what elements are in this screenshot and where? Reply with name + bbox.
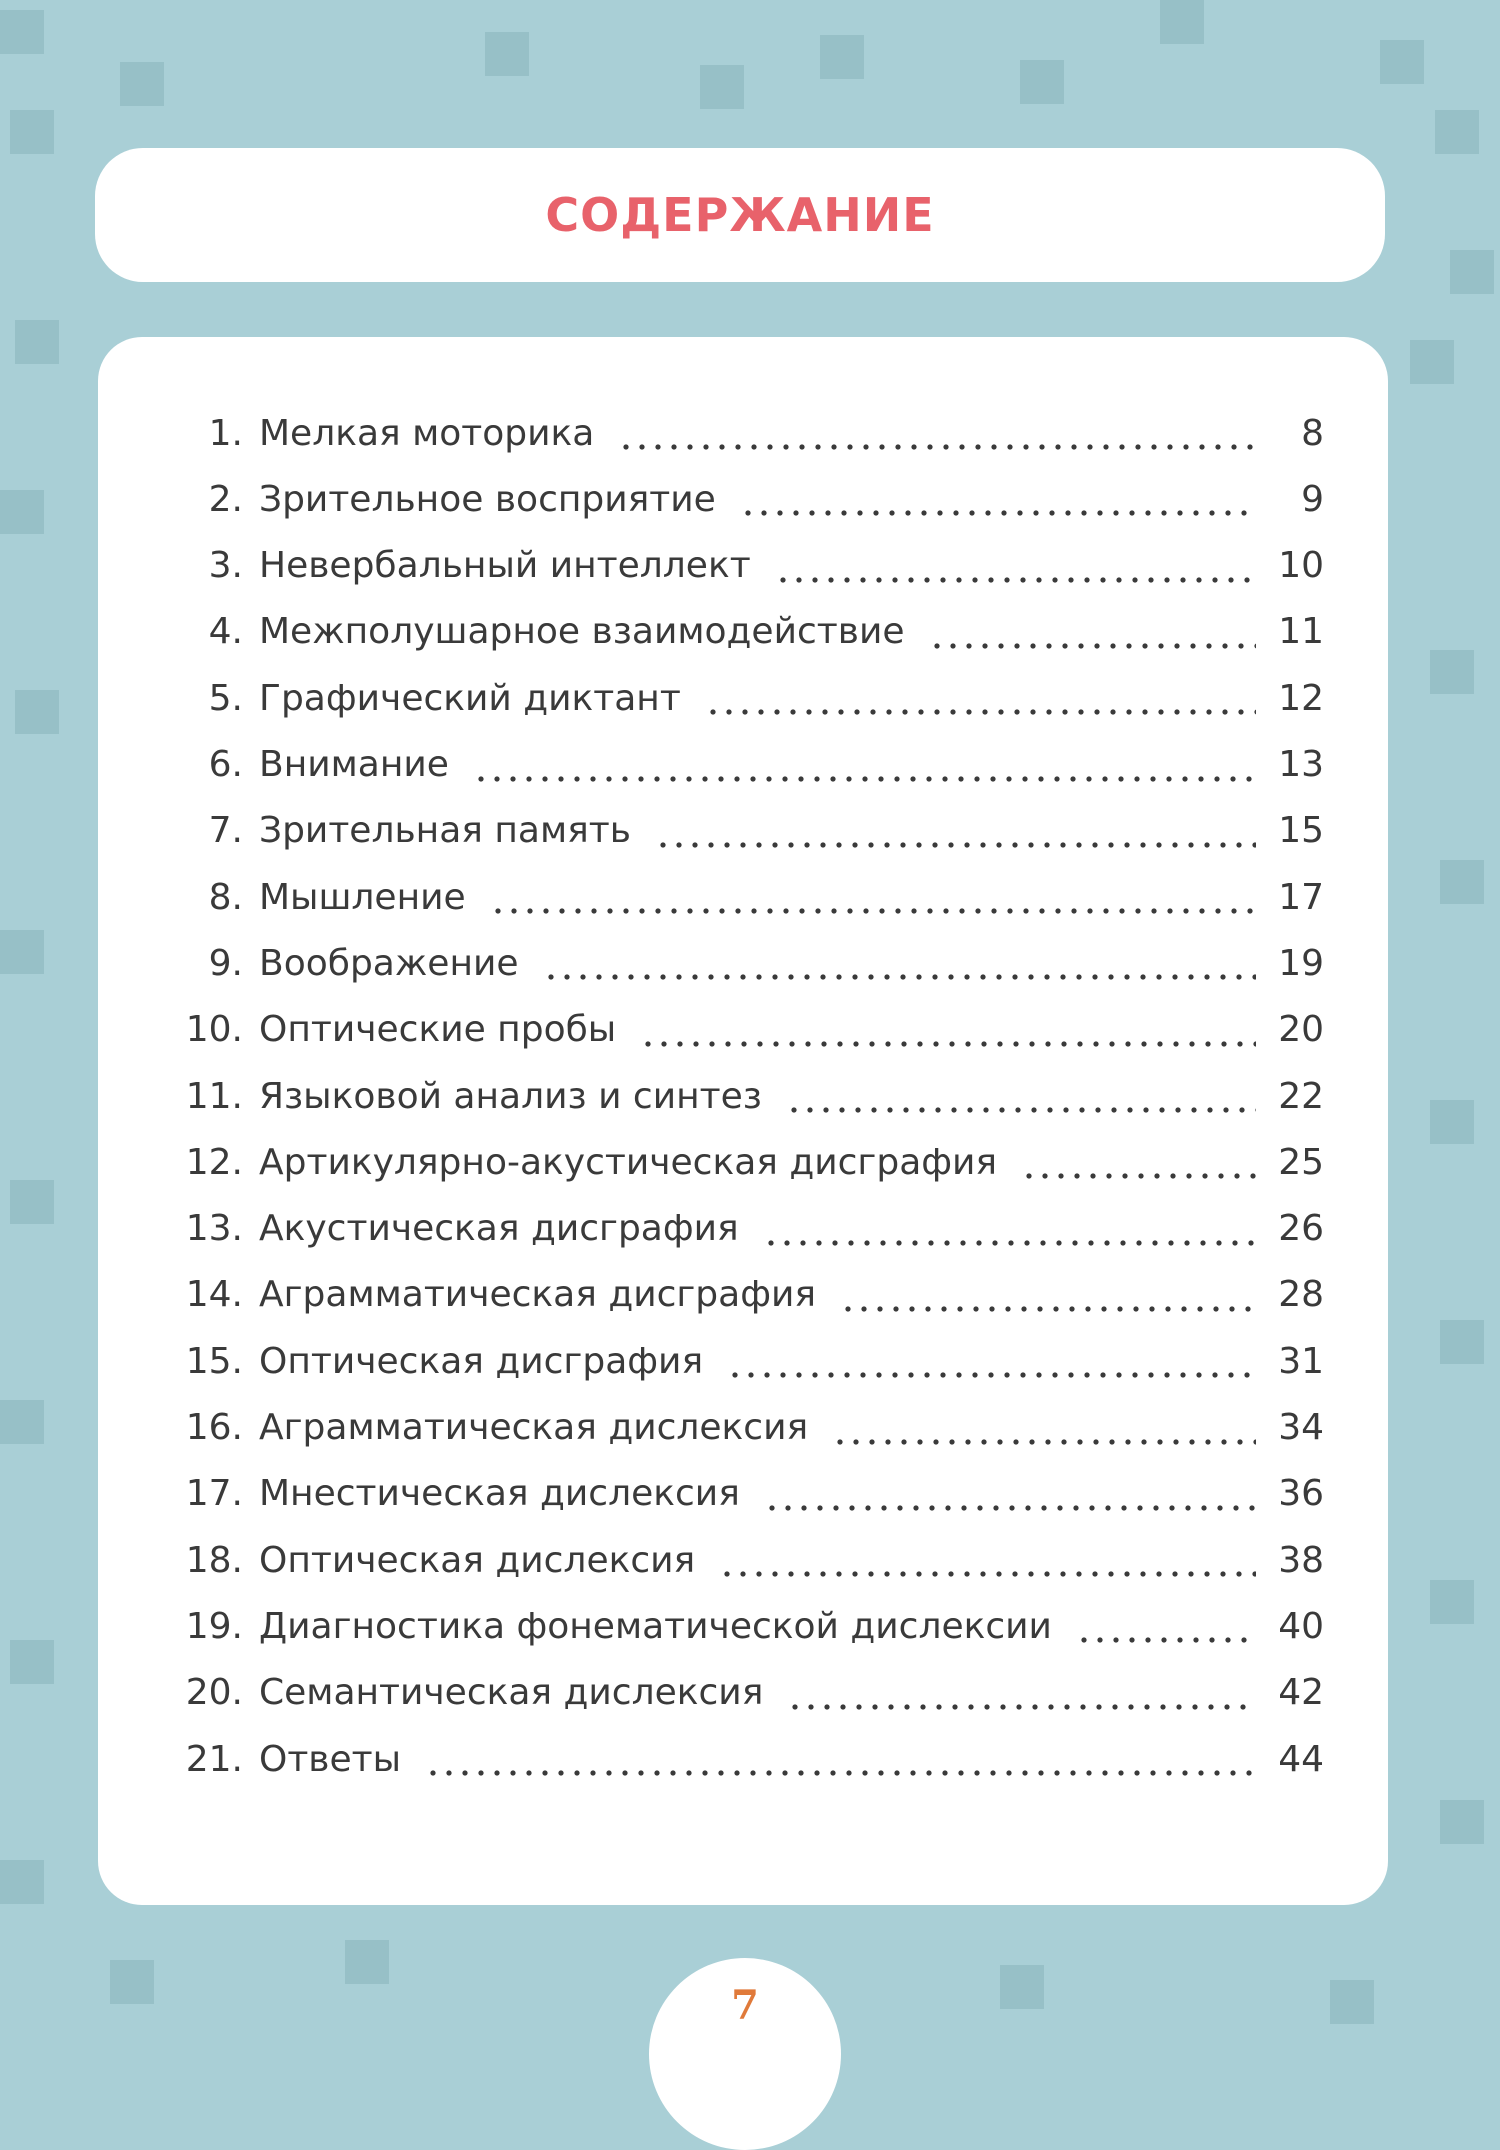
toc-leader-dots bbox=[832, 1398, 1256, 1458]
toc-entry-page: 19 bbox=[1278, 942, 1324, 984]
toc-entry-label: Мышление bbox=[259, 876, 466, 918]
toc-entry-number: 4. bbox=[208, 611, 243, 653]
toc-leader-dots bbox=[473, 735, 1256, 795]
toc-entry bbox=[98, 1398, 1388, 1458]
pattern-square bbox=[1160, 0, 1204, 44]
toc-entry bbox=[98, 1663, 1388, 1723]
toc-entry-page: 12 bbox=[1278, 677, 1324, 719]
pattern-square bbox=[1440, 1800, 1484, 1844]
toc-entry-page: 13 bbox=[1278, 744, 1324, 785]
toc-entry-label: Зрительное восприятие bbox=[259, 478, 716, 520]
pattern-square bbox=[820, 35, 864, 79]
pattern-square bbox=[0, 490, 44, 534]
toc-entry-page: 28 bbox=[1278, 1274, 1324, 1316]
toc-entry bbox=[98, 1132, 1388, 1192]
toc-entry-label: Диагностика фонематической дислексии bbox=[259, 1605, 1052, 1647]
toc-entry-page: 26 bbox=[1278, 1208, 1324, 1250]
pattern-square bbox=[1020, 60, 1064, 104]
toc-entry-label: Аграмматическая дислексия bbox=[259, 1407, 809, 1448]
toc-entry bbox=[98, 668, 1388, 728]
table-of-contents bbox=[98, 337, 1388, 1905]
toc-entry-number: 3. bbox=[208, 545, 243, 587]
toc-entry-number: 5. bbox=[208, 677, 243, 719]
pattern-square bbox=[345, 1940, 389, 1984]
toc-entry-page: 36 bbox=[1278, 1473, 1324, 1515]
pattern-square bbox=[700, 65, 744, 109]
toc-entry-page: 15 bbox=[1278, 810, 1324, 852]
toc-leader-dots bbox=[727, 1331, 1256, 1391]
page-title: СОДЕРЖАНИЕ bbox=[545, 188, 935, 242]
toc-entry bbox=[98, 1596, 1388, 1656]
toc-entry-page: 31 bbox=[1278, 1340, 1324, 1382]
pattern-square bbox=[10, 110, 54, 154]
toc-entry-label: Мелкая моторика bbox=[259, 412, 595, 454]
toc-leader-dots bbox=[763, 1199, 1256, 1259]
toc-entry-label: Невербальный интеллект bbox=[259, 545, 751, 587]
toc-entry bbox=[98, 1530, 1388, 1590]
toc-entry-label: Акустическая дисграфия bbox=[259, 1208, 739, 1250]
toc-leader-dots bbox=[543, 933, 1256, 993]
toc-entry bbox=[98, 735, 1388, 795]
pattern-square bbox=[120, 62, 164, 106]
toc-entry-label: Внимание bbox=[259, 744, 449, 785]
title-banner bbox=[95, 148, 1385, 282]
toc-entry bbox=[98, 602, 1388, 662]
toc-leader-dots bbox=[655, 801, 1256, 861]
pattern-square bbox=[1435, 110, 1479, 154]
toc-entry-label: Зрительная память bbox=[259, 810, 631, 852]
toc-entry-number: 2. bbox=[208, 478, 243, 520]
toc-entry-label: Мнестическая дислексия bbox=[259, 1473, 740, 1515]
toc-entry-label: Аграмматическая дисграфия bbox=[259, 1274, 817, 1316]
toc-entry bbox=[98, 469, 1388, 529]
toc-entry bbox=[98, 1199, 1388, 1259]
toc-entry-label: Оптические пробы bbox=[259, 1009, 617, 1051]
toc-entry-page: 25 bbox=[1278, 1141, 1324, 1183]
toc-entry-label: Артикулярно-акустическая дисграфия bbox=[259, 1141, 998, 1183]
toc-leader-dots bbox=[490, 867, 1256, 927]
toc-entry-number: 20. bbox=[185, 1672, 243, 1714]
toc-entry-label: Оптическая дислексия bbox=[259, 1539, 696, 1581]
page-number-badge bbox=[649, 1958, 841, 2150]
pattern-square bbox=[1430, 1580, 1474, 1624]
toc-leader-dots bbox=[705, 668, 1256, 728]
toc-entry-number: 7. bbox=[208, 810, 243, 852]
pattern-square bbox=[110, 1960, 154, 2004]
toc-entry-number: 13. bbox=[185, 1208, 243, 1250]
toc-entry-label: Языковой анализ и синтез bbox=[259, 1075, 762, 1117]
toc-entry-number: 6. bbox=[208, 744, 243, 785]
pattern-square bbox=[0, 930, 44, 974]
toc-entry-number: 19. bbox=[185, 1605, 243, 1647]
toc-entry-page: 38 bbox=[1278, 1539, 1324, 1581]
pattern-square bbox=[1380, 40, 1424, 84]
toc-entry bbox=[98, 1066, 1388, 1126]
toc-leader-dots bbox=[786, 1066, 1256, 1126]
toc-leader-dots bbox=[929, 602, 1257, 662]
toc-entry-page: 42 bbox=[1278, 1672, 1324, 1714]
toc-entry-number: 17. bbox=[185, 1473, 243, 1515]
toc-leader-dots bbox=[740, 469, 1256, 529]
toc-entry-page: 17 bbox=[1278, 876, 1324, 918]
pattern-square bbox=[1330, 1980, 1374, 2024]
pattern-square bbox=[15, 690, 59, 734]
toc-entry-number: 12. bbox=[185, 1141, 243, 1183]
pattern-square bbox=[10, 1180, 54, 1224]
toc-entry-page: 20 bbox=[1278, 1009, 1324, 1051]
toc-entry-number: 21. bbox=[185, 1738, 243, 1780]
toc-entry-page: 22 bbox=[1278, 1075, 1324, 1117]
toc-entry-page: 40 bbox=[1278, 1605, 1324, 1647]
toc-entry bbox=[98, 801, 1388, 861]
toc-entry bbox=[98, 1331, 1388, 1391]
pattern-square bbox=[1430, 650, 1474, 694]
toc-leader-dots bbox=[1076, 1596, 1256, 1656]
toc-entry-label: Оптическая дисграфия bbox=[259, 1340, 704, 1382]
toc-entry-number: 16. bbox=[185, 1407, 243, 1448]
toc-entry-number: 10. bbox=[185, 1009, 243, 1051]
toc-leader-dots bbox=[764, 1464, 1256, 1524]
toc-entry-label: Ответы bbox=[259, 1738, 402, 1780]
pattern-square bbox=[0, 1400, 44, 1444]
toc-entry-page: 10 bbox=[1278, 545, 1324, 587]
toc-leader-dots bbox=[840, 1265, 1256, 1325]
toc-entry-number: 18. bbox=[185, 1539, 243, 1581]
toc-leader-dots bbox=[640, 1000, 1256, 1060]
toc-entry-page: 34 bbox=[1278, 1407, 1324, 1448]
toc-leader-dots bbox=[618, 403, 1256, 463]
toc-entry-page: 44 bbox=[1278, 1738, 1324, 1780]
toc-entry bbox=[98, 1265, 1388, 1325]
toc-entry-number: 9. bbox=[208, 942, 243, 984]
page-number: 7 bbox=[731, 1982, 759, 2029]
toc-entry bbox=[98, 1000, 1388, 1060]
pattern-square bbox=[1440, 1320, 1484, 1364]
toc-entry-label: Межполушарное взаимодействие bbox=[259, 611, 905, 653]
toc-entry-number: 11. bbox=[185, 1075, 243, 1117]
toc-entry-number: 14. bbox=[185, 1274, 243, 1316]
toc-entry-label: Воображение bbox=[259, 942, 519, 984]
toc-entry-label: Графический диктант bbox=[259, 677, 681, 719]
toc-leader-dots bbox=[775, 536, 1256, 596]
toc-leader-dots bbox=[787, 1663, 1256, 1723]
pattern-square bbox=[0, 10, 44, 54]
pattern-square bbox=[15, 320, 59, 364]
pattern-square bbox=[1430, 1100, 1474, 1144]
pattern-square bbox=[485, 32, 529, 76]
toc-leader-dots bbox=[719, 1530, 1256, 1590]
pattern-square bbox=[10, 1640, 54, 1684]
toc-entry bbox=[98, 1729, 1388, 1789]
toc-entry bbox=[98, 1464, 1388, 1524]
toc-leader-dots bbox=[425, 1729, 1256, 1789]
toc-entry-label: Семантическая дислексия bbox=[259, 1672, 764, 1714]
toc-entry-number: 1. bbox=[208, 412, 243, 454]
toc-entry-page: 9 bbox=[1301, 478, 1324, 520]
toc-entry bbox=[98, 536, 1388, 596]
pattern-square bbox=[1450, 250, 1494, 294]
pattern-square bbox=[1410, 340, 1454, 384]
toc-entry-page: 11 bbox=[1278, 611, 1324, 653]
pattern-square bbox=[1000, 1965, 1044, 2009]
toc-entry bbox=[98, 867, 1388, 927]
toc-entry bbox=[98, 403, 1388, 463]
toc-entry bbox=[98, 933, 1388, 993]
toc-entry-number: 8. bbox=[208, 876, 243, 918]
pattern-square bbox=[1440, 860, 1484, 904]
pattern-square bbox=[0, 1860, 44, 1904]
toc-leader-dots bbox=[1021, 1132, 1256, 1192]
toc-entry-number: 15. bbox=[185, 1340, 243, 1382]
toc-entry-page: 8 bbox=[1301, 412, 1324, 454]
